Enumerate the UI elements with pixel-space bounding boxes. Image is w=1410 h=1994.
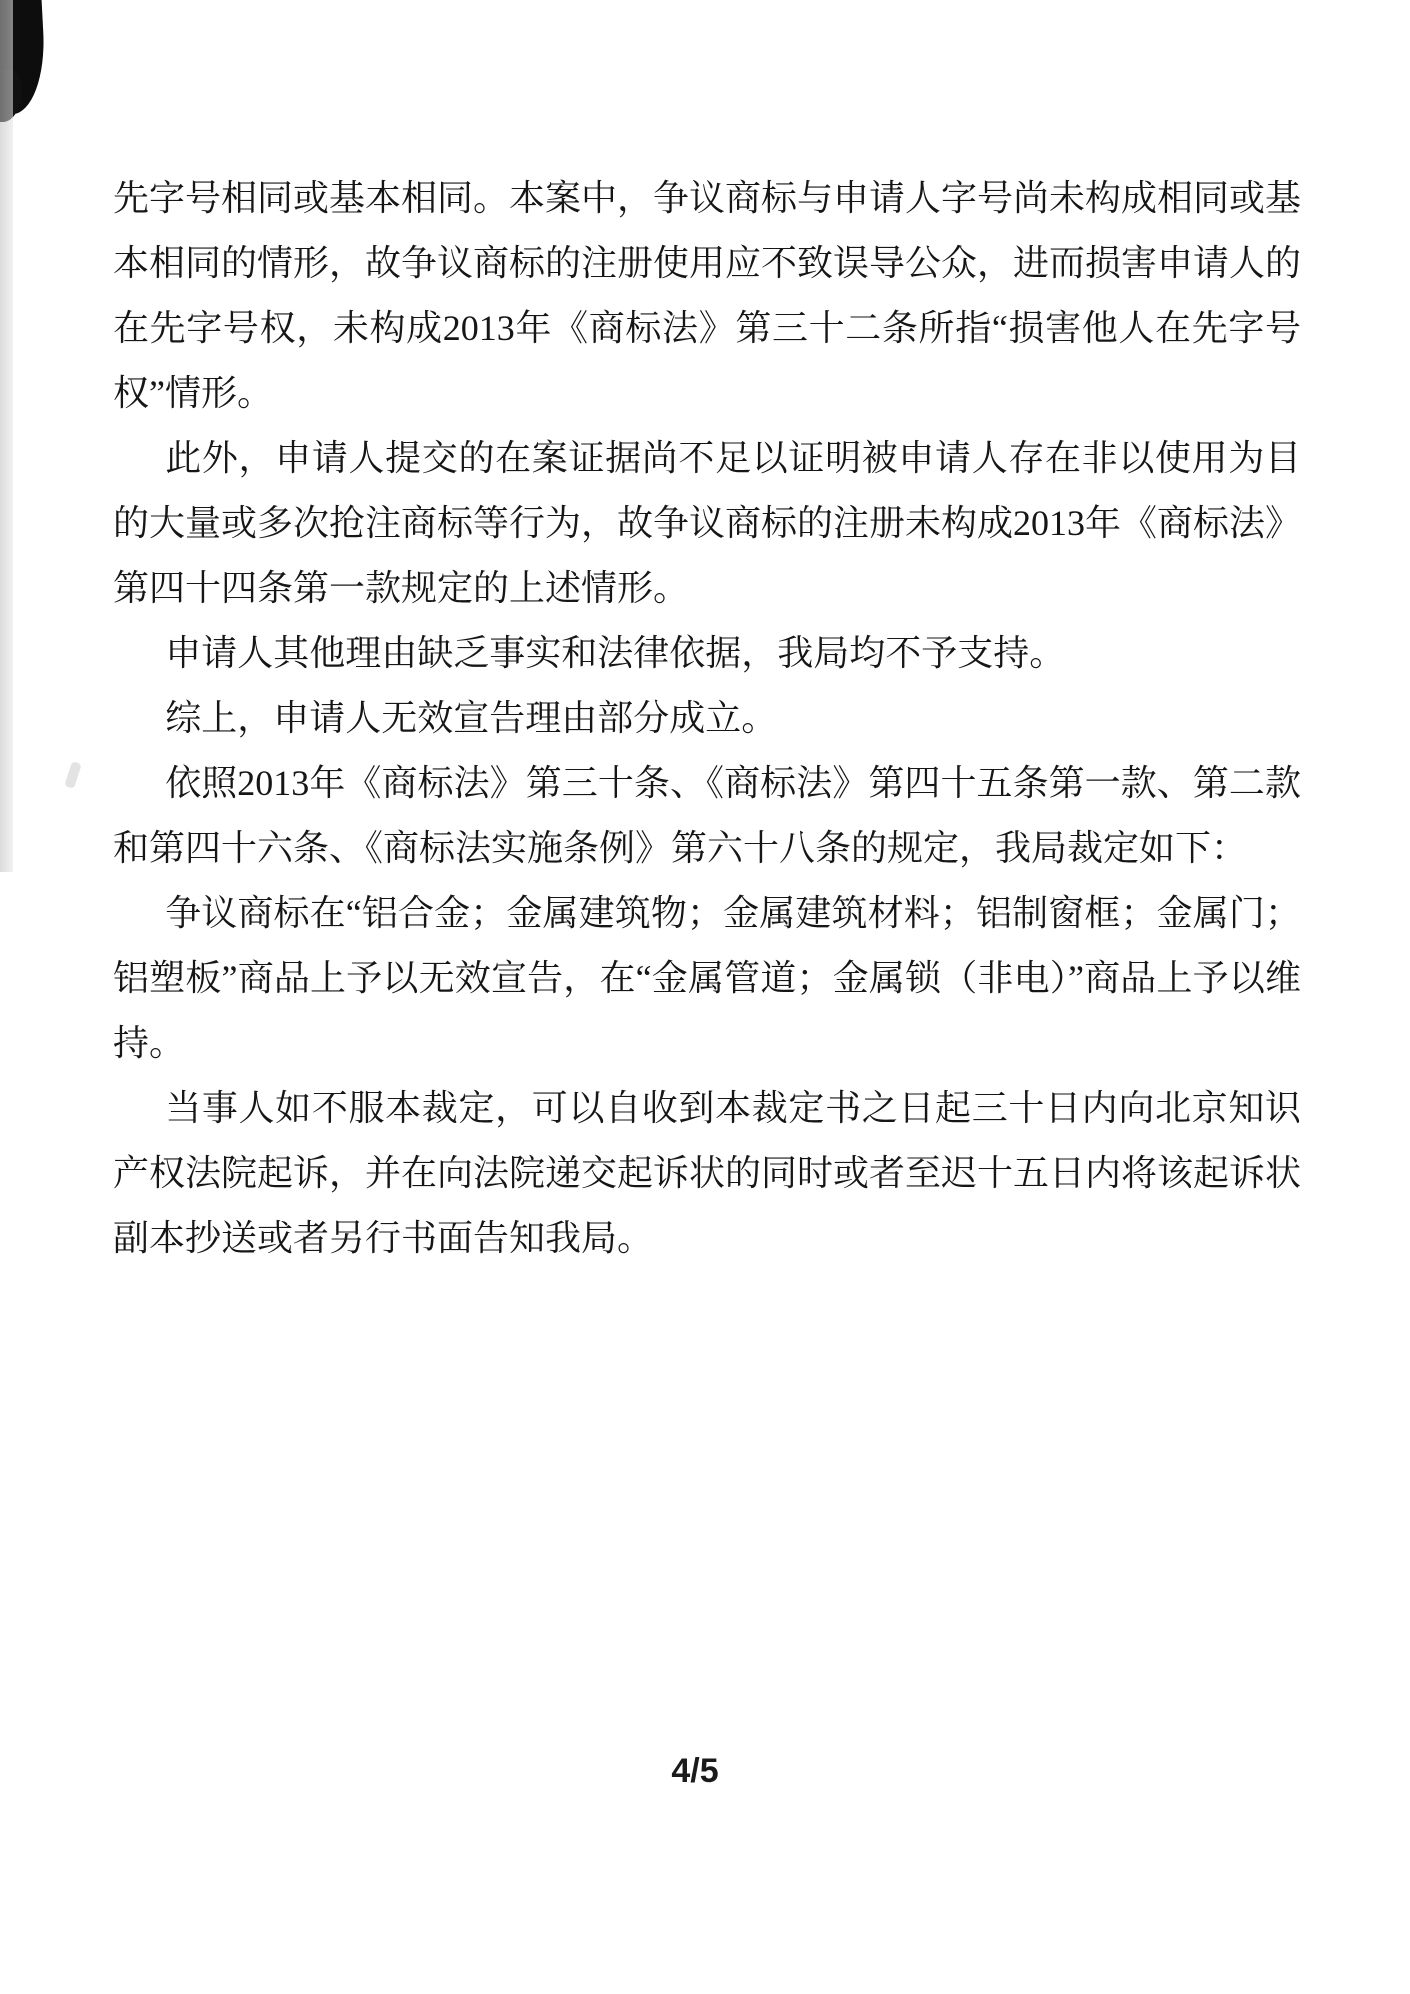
paragraph-conclusion-partial: 综上，申请人无效宣告理由部分成立。	[165, 698, 778, 738]
paragraph-legal-basis: 依照2013年《商标法》第三十条、《商标法》第四十五条第一款、第二款和第四十六条、《商标法实施条例》第六十八条的规定，我局裁定如下：	[113, 763, 1301, 868]
paragraph-evidence-insufficient: 此外，申请人提交的在案证据尚不足以证明被申请人存在非以使用为目的大量或多次抢注商标等行为，故争议商标的注册未构成2013年《商标法》第四十四条第一款规定的上述情形。	[113, 438, 1302, 608]
scan-artifact-smudge	[64, 761, 82, 789]
paragraph-appeal-instructions: 当事人如不服本裁定，可以自收到本裁定书之日起三十日内向北京知识产权法院起诉，并在向法院递交起诉状的同时或者至迟十五日内将该起诉状副本抄送或者另行书面告知我局。	[113, 1088, 1302, 1258]
paragraph-ruling: 争议商标在“铝合金；金属建筑物；金属建筑材料；铝制窗框；金属门；铝塑板”商品上予以无效宣告，在“金属管道；金属锁（非电）”商品上予以维持。	[113, 893, 1301, 1063]
document-body-text	[113, 166, 1301, 1271]
page-number: 4/5	[671, 1752, 719, 1790]
paragraph-continued-prior-rights: 先字号相同或基本相同。本案中，争议商标与申请人字号尚未构成相同或基本相同的情形，故争议商标的注册使用应不致误导公众，进而损害申请人的在先字号权，未构成2013年《商标法》第三十二条所指“损害他人在先字号权”情形。	[113, 178, 1302, 413]
scan-artifact-left-edge-band	[0, 0, 13, 872]
paragraph-other-claims-rejected: 申请人其他理由缺乏事实和法律依据，我局均不予支持。	[165, 633, 1066, 673]
